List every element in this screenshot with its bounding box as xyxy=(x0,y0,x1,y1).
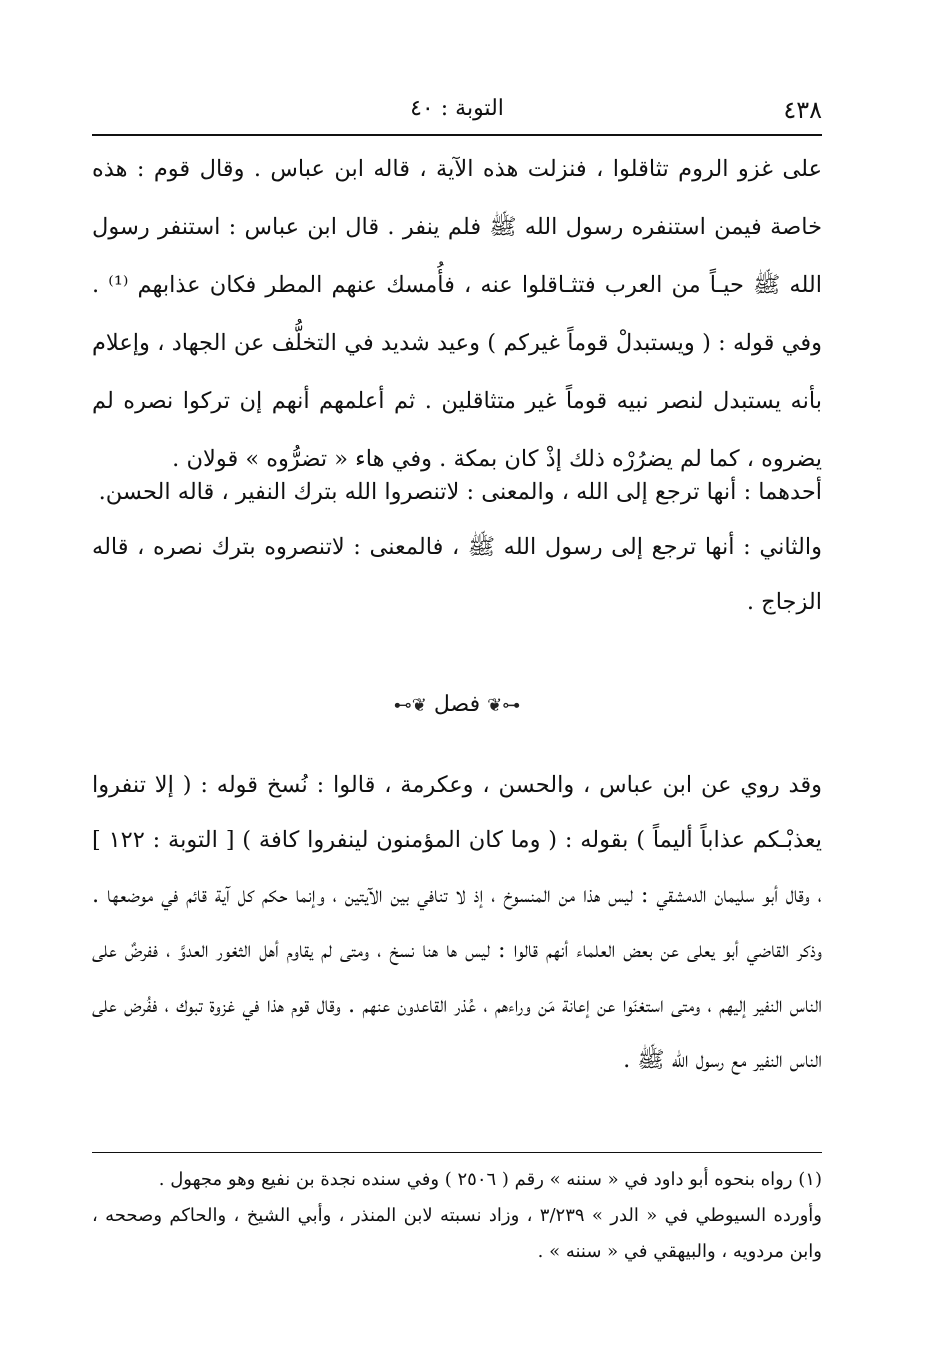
commentary-paragraph: على غزو الروم تثاقلوا ، فنزلت هذه الآية ، قاله ابن عباس . وقال قوم : هذه خاصة فيمن استنفره رسول الله ﷺ فلم ينفر . قال ابن عباس : استنفر رسول الله ﷺ حيـاً من العرب فتثـاقلوا عنه ، فأُمسك عنهم المطر فكان عذابهم ⁽¹⁾ . وفي قوله : ( ويستبدلْ قوماً غيركم ) وعيد شديد في التخلُّف عن الجهاد ، وإعلام بأنه يستبدل لنصر نبيه قوماً غير متثاقلين . ثم أعلمهم أنهم إن تركوا نصره لم يضروه ، كما لم يضرُرْه ذلك إذْ كان بمكة . وفي هاء « تضرُّوه » قولان . xyxy=(92,156,822,472)
header-rule xyxy=(92,134,822,136)
footnotes xyxy=(92,1162,822,1270)
opinion-one: أحدهما : أنها ترجع إلى الله ، والمعنى : لاتنصروا الله بترك النفير ، قاله الحسن. xyxy=(98,479,822,505)
footnote-line-1: (١) رواه بنحوه أبو داود في « سننه » رقم ( ٢٥٠٦ ) وفي سنده نجدة بن نفيع وهو مجهول . xyxy=(158,1169,822,1190)
footnote-line-2: وأورده السيوطي في « الدر » ٣/٢٣٩ ، وزاد نسبته لابن المنذر ، وأبي الشيخ ، والحاكم وصححه ، وابن مردويه ، والبيهقي في « سننه » . xyxy=(92,1205,822,1262)
second-text-block xyxy=(92,758,822,1088)
opinions-block xyxy=(92,465,822,630)
page-number: ٤٣٨ xyxy=(783,96,822,124)
page-header xyxy=(92,92,822,128)
section-heading-text: فصل xyxy=(433,692,481,717)
ornament-left-icon: ❦⊶ xyxy=(393,695,427,716)
first-text-block xyxy=(92,140,822,488)
running-title: التوبة : ٤٠ xyxy=(410,96,504,121)
abrogation-paragraph: وقد روي عن ابن عباس ، والحسن ، وعكرمة ، قالوا : نُسخ قوله : ( إلا تنفروا يعذبْـكم عذاباً أليماً ) بقوله : ( وما كان المؤمنون لينفروا كافة ) [ التوبة : ١٢٢ ] ، وقال أبو سليمان الدمشقي : ليس هذا من المنسوخ ، إذ لا تنافي بين الآيتين ، وإنما حكم كل آية قائم في موضعها . وذكر القاضي أبو يعلى عن بعض العلماء أنهم قالوا : ليس ها هنا نسخ ، ومتى لم يقاوم أهل الثغور العدوَّ ، ففرضٌ على الناس النفير إليهم ، ومتى استغنَوا عن إعانة مَن وراءهم ، عُذر القاعدون عنهم . وقال قوم هذا في غزوة تبوك ، ففُرض على الناس النفير مع رسول الله ﷺ . xyxy=(92,772,822,1073)
section-heading xyxy=(92,692,822,717)
ornament-right-icon: ⊷❦ xyxy=(487,695,521,716)
footnote-rule xyxy=(92,1152,822,1153)
opinion-two: والثاني : أنها ترجع إلى رسول الله ﷺ ، فالمعنى : لاتنصروه بترك نصره ، قاله الزجاج . xyxy=(92,534,822,615)
